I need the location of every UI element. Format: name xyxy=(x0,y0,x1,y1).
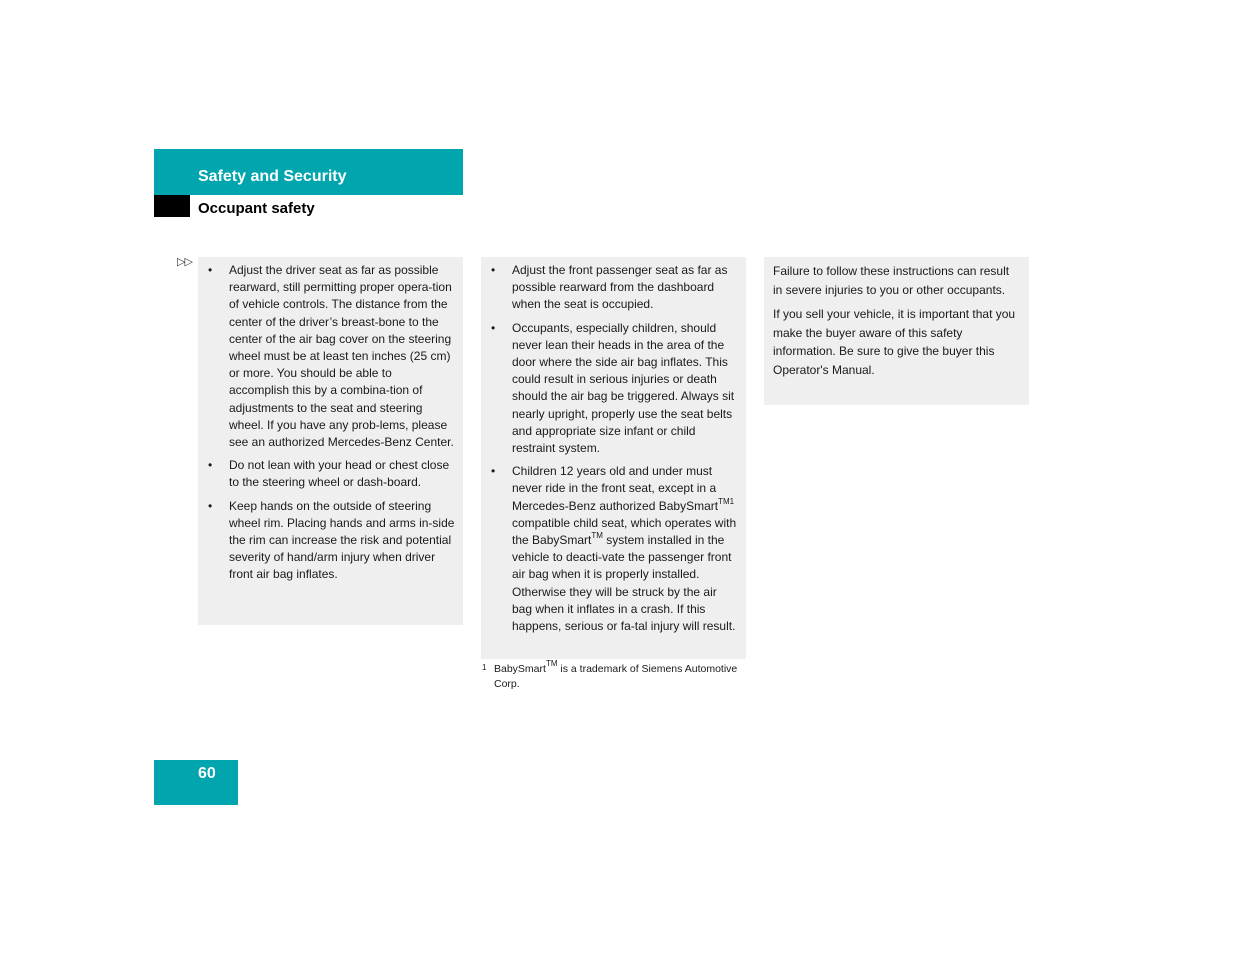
bullet-icon: • xyxy=(208,498,213,513)
bullet-icon: • xyxy=(208,458,213,473)
middle-warning-panel xyxy=(481,257,746,659)
list-item-text-part: Children 12 years old and under must never ride in the front seat, except in a Mercedes-Benz authorized BabySmart xyxy=(512,464,719,513)
info-paragraph: Failure to follow these instructions can result in severe injuries to you or other occupants. xyxy=(773,264,1010,297)
list-item-text: Adjust the driver seat as far as possible rearward, still permitting proper opera-tion of vehicle controls. The distance from the center of the driver’s breast-bone to the center of the air bag cover on the steering wheel must be at least ten inches (25 cm) or more. You should be able to accomplish this by a combina-tion of adjustments to the seat and steering wheel. If you have any prob-lems, please see an authorized Mercedes-Benz Center. xyxy=(229,263,454,450)
footnote-text xyxy=(494,659,746,692)
trademark-mark: TM xyxy=(591,531,603,541)
footnote-number: 1 xyxy=(482,663,487,672)
bullet-icon: • xyxy=(208,263,213,277)
bullet-icon: • xyxy=(491,320,496,335)
subsection-marker xyxy=(154,195,190,217)
list-item xyxy=(206,457,455,491)
info-paragraph: If you sell your vehicle, it is important that you make the buyer aware of this safety information. Be sure to give the buyer this Operator's Manual. xyxy=(773,307,1016,377)
trademark-footnote-mark: TM1 xyxy=(718,496,735,506)
list-item xyxy=(489,320,738,458)
list-item-text: Keep hands on the outside of steering wheel rim. Placing hands and arms in-side the rim can increase the risk and potential severity of hand/arm injury when driver front air bag inflates. xyxy=(229,498,455,582)
footnote xyxy=(481,659,746,692)
page-number: 60 xyxy=(198,765,216,782)
bullet-icon: • xyxy=(491,464,496,479)
list-item-text-part: compatible child seat, which operates with the BabySmart xyxy=(512,515,737,548)
continued-arrows-icon: ▷▷ xyxy=(177,256,192,268)
trademark-mark: TM xyxy=(545,659,558,668)
list-item-text xyxy=(512,464,736,633)
list-item xyxy=(206,498,455,584)
list-item-text: Occupants, especially children, should never lean their heads in the area of the door where the side air bag inflates. This could result in serious injuries or death should the air bag be triggered. Always sit nearly upright, properly use the seat belts and appropriate size infant or child restraint system. xyxy=(512,320,735,456)
left-warning-panel xyxy=(198,257,463,625)
list-item xyxy=(206,262,455,451)
list-item xyxy=(489,262,738,314)
list-item xyxy=(489,463,738,635)
footnote-text-part: BabySmart xyxy=(494,663,546,675)
bullet-icon: • xyxy=(491,263,496,277)
middle-bullet-list xyxy=(489,262,738,635)
right-info-panel xyxy=(764,257,1029,405)
section-title: Safety and Security xyxy=(198,168,347,185)
page-number-box xyxy=(154,760,238,805)
list-item-text-part: system installed in the vehicle to deacti-vate the passenger front air bag when it is properly installed. Otherwise they will be struck by the air bag when it inflates in a crash. If this happens, serious or fa-tal injury will result. xyxy=(512,533,736,634)
footnote-text-part: is a trademark of Siemens Automotive Corp. xyxy=(494,663,738,690)
list-item-text: Do not lean with your head or chest close to the steering wheel or dash-board. xyxy=(229,458,450,490)
subsection-title: Occupant safety xyxy=(198,200,315,217)
list-item-text: Adjust the front passenger seat as far as possible rearward from the dashboard when the seat is occupied. xyxy=(512,263,728,312)
left-bullet-list xyxy=(206,262,455,584)
